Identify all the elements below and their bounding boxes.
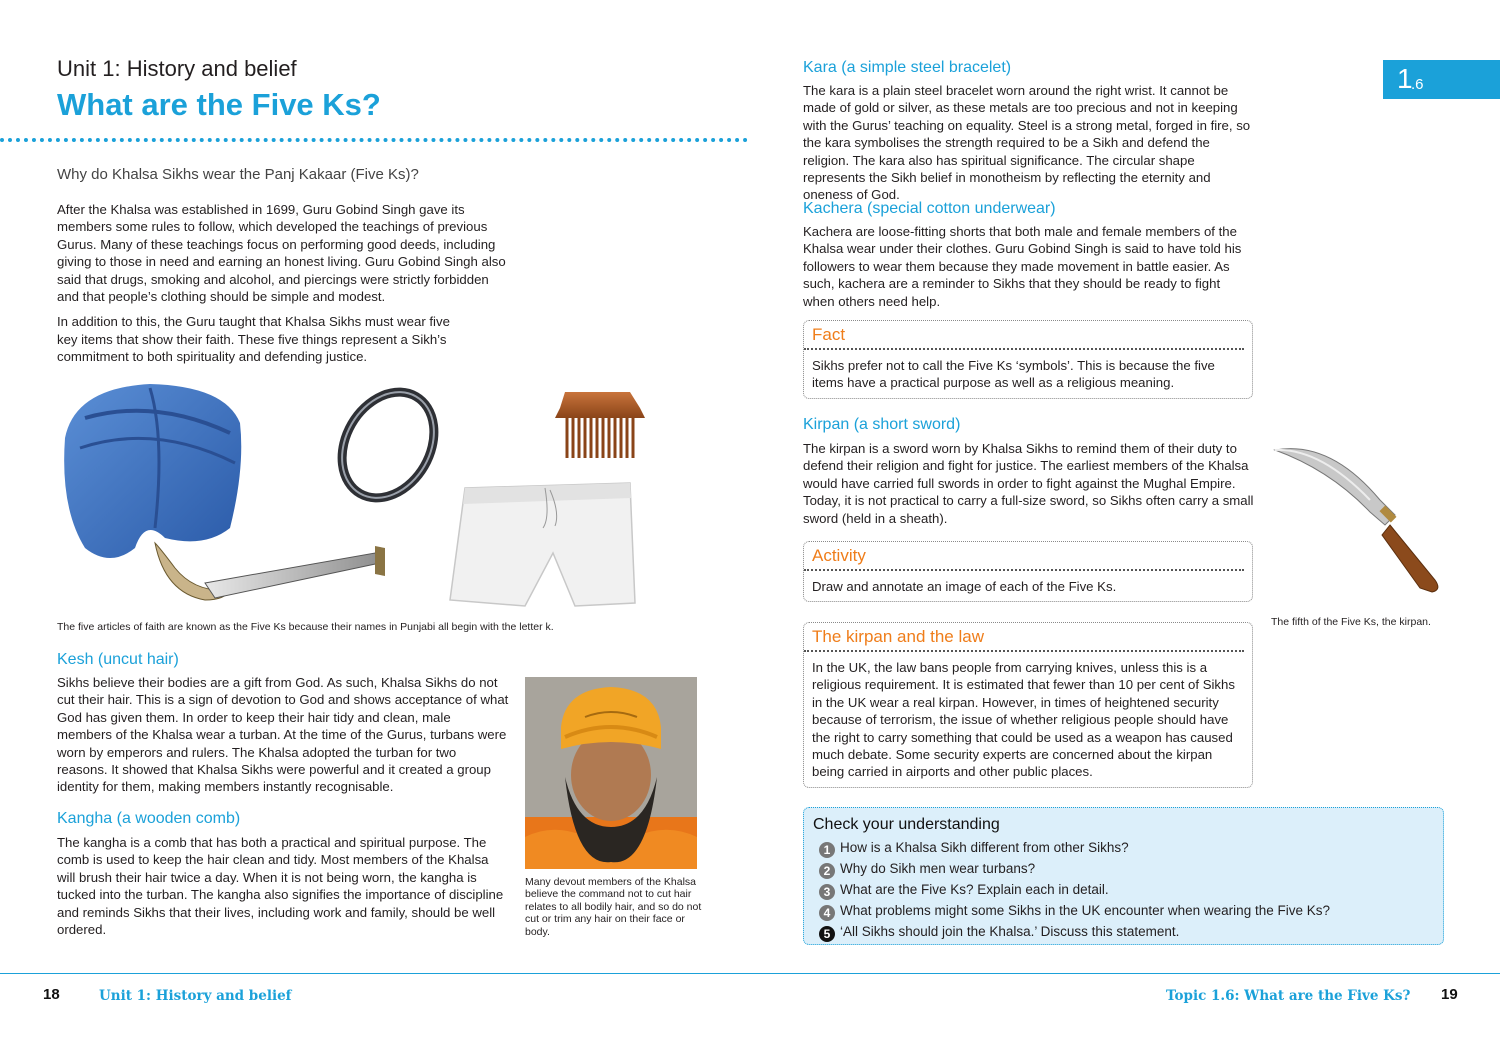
fact-title: Fact	[812, 325, 846, 344]
question-number-icon: 2	[819, 863, 835, 879]
intro-text	[57, 201, 509, 374]
question-text: ‘All Sikhs should join the Khalsa.’ Discuss this statement.	[840, 924, 1180, 939]
question-item	[819, 921, 1330, 942]
five-ks-caption: The five articles of faith are known as the Five Ks because their names in Punjabi all begin with the letter k.	[57, 621, 554, 633]
kesh-heading: Kesh (uncut hair)	[57, 651, 179, 668]
right-page-number: 19	[1441, 986, 1458, 1003]
topic-badge-sub: .6	[1411, 76, 1424, 93]
activity-box	[803, 541, 1253, 602]
kirpan-sword-icon	[155, 543, 385, 600]
kirpan-caption: The fifth of the Five Ks, the kirpan.	[1271, 616, 1431, 628]
kirpan-law-box	[803, 622, 1253, 788]
kirpan-photo	[1270, 440, 1450, 600]
turban-icon	[64, 384, 241, 558]
fact-text: Sikhs prefer not to call the Five Ks ‘symbols’. This is because the five items have a practical purpose as well as a religious meaning.	[812, 358, 1215, 391]
question-text: Why do Sikh men wear turbans?	[840, 861, 1036, 876]
question-number-icon: 5	[819, 926, 835, 942]
kangha-comb-icon	[555, 392, 645, 458]
intro-paragraph-2: In addition to this, the Guru taught that Khalsa Sikhs must wear five key items that show their faith. These five things represent a Sikh’s commitment to both spirituality and defending justice.	[57, 314, 450, 365]
question-text: What problems might some Sikhs in the UK encounter when wearing the Five Ks?	[840, 903, 1330, 918]
topic-badge	[1383, 60, 1500, 99]
page-title: What are the Five Ks?	[57, 87, 381, 122]
kara-text: The kara is a plain steel bracelet worn around the right wrist. It cannot be made of gold or silver, as these metals are too precious and not in keeping with the Gurus’ teaching on equality. Steel is a strong metal, forged in fire, so the kara symbolises the strength required to be a Sikh and defend the religion. The kara also has spiritual significance. The circular shape represents the Sikh belief in monotheism by reflecting the eternity and oneness of God.	[803, 83, 1251, 203]
question-item	[819, 858, 1330, 879]
kirpan-heading: Kirpan (a short sword)	[803, 416, 961, 433]
topic-badge-number: 1	[1397, 63, 1413, 94]
kara-bracelet-icon	[324, 378, 453, 514]
kangha-text: The kangha is a comb that has both a practical and spiritual purpose. The comb is used to keep the hair clean and tidy. Most members of the Khalsa will brush their hair twice a day. When it is not being worn, the kangha is tucked into the turban. The kangha also signifies the importance of discipline and reminds Sikhs that their lives, including work and family, should be well ordered.	[57, 835, 504, 938]
question-text: What are the Five Ks? Explain each in detail.	[840, 882, 1109, 897]
unit-heading: Unit 1: History and belief	[57, 56, 297, 81]
kara-heading: Kara (a simple steel bracelet)	[803, 59, 1012, 76]
question-number-icon: 1	[819, 842, 835, 858]
question-number-icon: 3	[819, 884, 835, 900]
kangha-heading: Kangha (a wooden comb)	[57, 810, 241, 827]
question-item	[819, 879, 1330, 900]
kachera-shorts-icon	[450, 483, 635, 606]
kirpan-text: The kirpan is a sword worn by Khalsa Sikhs to remind them of their duty to defend their religion and fight for justice. The earliest members of the Khalsa would have carried full swords in order to fight against the Mughal Empire. Today, it is not practical to carry a full-size sword, so Sikhs often carry a small sword (held in a sheath).	[803, 441, 1254, 526]
kesh-text: Sikhs believe their bodies are a gift from God. As such, Khalsa Sikhs do not cut their hair. This is a sign of devotion to God and shows acceptance of what God has given them. In order to keep their hair tidy and clean, male members of the Khalsa wear a turban. At the time of the Gurus, turbans were worn by emperors and rulers. The Khalsa adopted the turban for two reasons. It showed that Khalsa Sikhs were powerful and it created a group identity for them, making members instantly recognisable.	[57, 675, 509, 795]
question-text: How is a Khalsa Sikh different from other Sikhs?	[840, 840, 1129, 855]
five-ks-illustration	[55, 378, 645, 616]
left-footer-label: Unit 1: History and belief	[99, 988, 292, 1004]
footer-rule	[0, 973, 1500, 974]
check-understanding-box	[803, 807, 1444, 945]
kirpan-law-text: In the UK, the law bans people from carrying knives, unless this is a religious requirement. It is estimated that fewer than 10 per cent of Sikhs in the UK wear a real kirpan. However, in times of heightened security because of terrorism, the issue of whether religious people should have the right to carry something that could be used as a weapon has caused much debate. Some security experts are concerned about the kirpan being carried in airports and other public places.	[812, 660, 1235, 780]
question-number-icon: 4	[819, 905, 835, 921]
kirpan-law-title: The kirpan and the law	[812, 627, 984, 646]
fact-box	[803, 320, 1253, 399]
photo-caption: Many devout members of the Khalsa believe the command not to cut hair relates to all bodily hair, and so do not cut or trim any hair on their face or body.	[525, 876, 702, 938]
lesson-question: Why do Khalsa Sikhs wear the Panj Kakaar (Five Ks)?	[57, 166, 419, 183]
left-page-number: 18	[43, 986, 60, 1003]
intro-paragraph-1: After the Khalsa was established in 1699, Guru Gobind Singh gave its members some rules to follow, which developed the teachings of previous Gurus. Many of these teachings focus on performing good deeds, including giving to those in need and earning an honest living. Guru Gobind Singh also said that drugs, smoking and alcohol, and piercings were strictly forbidden and that people’s clothing should be simple and modest.	[57, 202, 506, 305]
activity-text: Draw and annotate an image of each of the Five Ks.	[812, 579, 1117, 594]
question-list	[819, 837, 1330, 942]
question-item	[819, 900, 1330, 921]
dotted-divider	[0, 138, 748, 142]
kachera-heading: Kachera (special cotton underwear)	[803, 200, 1056, 217]
question-item	[819, 837, 1330, 858]
kachera-text: Kachera are loose-fitting shorts that both male and female members of the Khalsa wear under their clothes. Guru Gobind Singh is said to have told his followers to wear them because they made movement in battle easier. As such, kachera are a reminder to Sikhs that they should be ready to fight when others need help.	[803, 224, 1242, 309]
activity-title: Activity	[812, 546, 866, 565]
check-understanding-title: Check your understanding	[813, 816, 1000, 833]
sikh-man-photo	[525, 677, 697, 869]
right-footer-label: Topic 1.6: What are the Five Ks?	[1166, 988, 1411, 1004]
